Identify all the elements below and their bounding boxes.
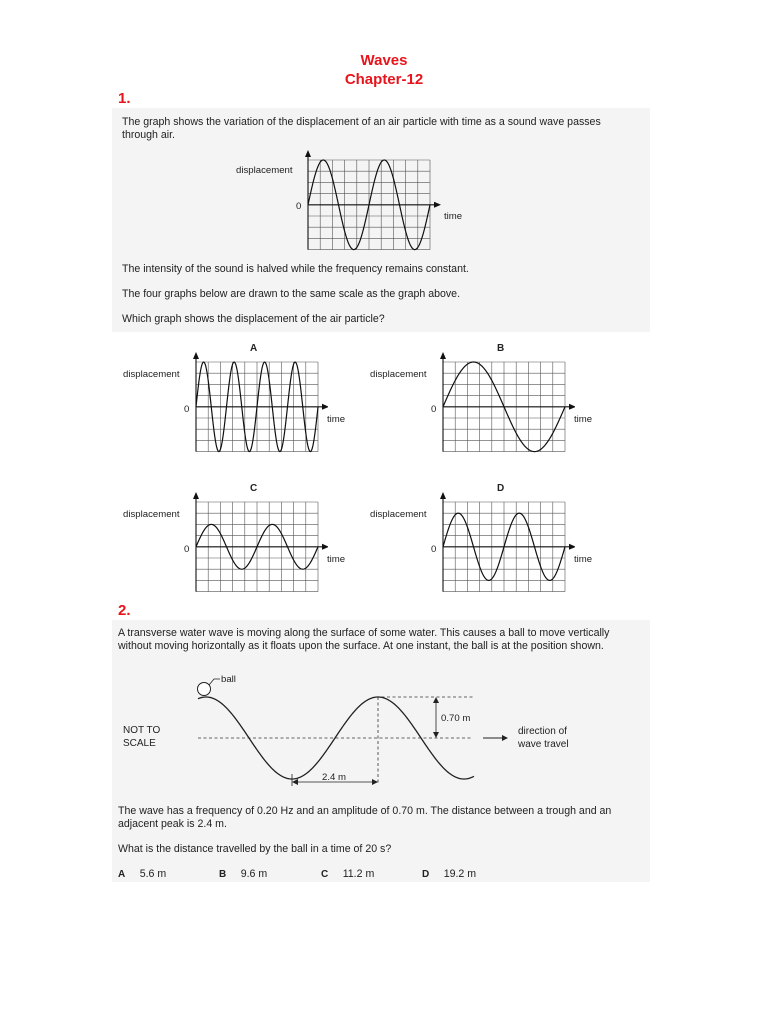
option-ylabel: displacement bbox=[370, 369, 427, 380]
answer-text: 5.6 m bbox=[139, 868, 167, 880]
answer-letter: B bbox=[219, 869, 227, 880]
question-2-number: 2. bbox=[118, 602, 131, 619]
option-d-graph[interactable] bbox=[365, 480, 600, 605]
question-2-intro: A transverse water wave is moving along the surface of some water. This causes a ball to move vertically without moving horizontally as it floats upon the surface. At one instant, the ball is at the position shown. bbox=[118, 627, 610, 652]
main-graph-origin: 0 bbox=[296, 201, 302, 212]
option-xlabel: time bbox=[327, 414, 346, 425]
answer-text: 19.2 m bbox=[443, 868, 477, 880]
option-ylabel: displacement bbox=[123, 369, 180, 380]
option-letter: D bbox=[497, 483, 505, 494]
ball-pointer bbox=[209, 679, 220, 685]
option-b-graph[interactable] bbox=[365, 340, 600, 465]
question-2-statement: The wave has a frequency of 0.20 Hz and an amplitude of 0.70 m. The distance between a trough and an adjacent peak is 2.4 m. bbox=[118, 805, 612, 830]
x-axis-arrowhead bbox=[322, 404, 328, 410]
answer-letter: C bbox=[321, 869, 329, 880]
answer-text: 9.6 m bbox=[240, 868, 268, 880]
option-d-plot bbox=[435, 492, 575, 596]
option-letter: B bbox=[497, 343, 505, 354]
direction-label-line1: direction of bbox=[518, 726, 567, 737]
main-displacement-graph bbox=[300, 150, 445, 255]
option-xlabel: time bbox=[574, 414, 593, 425]
option-letter: C bbox=[250, 483, 258, 494]
option-c-graph[interactable] bbox=[118, 480, 348, 605]
question-1-line2: The intensity of the sound is halved while the frequency remains constant. bbox=[122, 263, 469, 275]
option-letter: A bbox=[250, 343, 258, 354]
x-axis-arrowhead bbox=[322, 544, 328, 550]
option-origin: 0 bbox=[184, 404, 190, 415]
direction-label-line2: wave travel bbox=[518, 739, 569, 750]
option-b-plot bbox=[435, 352, 575, 456]
answer-text: 11.2 m bbox=[342, 868, 375, 880]
page-subtitle: Chapter-12 bbox=[344, 71, 424, 88]
ball-label: ball bbox=[221, 674, 236, 685]
question-1-question: Which graph shows the displacement of the air particle? bbox=[122, 313, 385, 325]
y-axis-arrowhead bbox=[440, 352, 446, 359]
question-1-line3: The four graphs below are drawn to the same scale as the graph above. bbox=[122, 288, 461, 300]
x-axis-arrowhead bbox=[569, 404, 575, 410]
y-axis-arrowhead bbox=[440, 492, 446, 499]
option-origin: 0 bbox=[431, 544, 437, 555]
y-axis-arrowhead bbox=[193, 352, 199, 359]
not-to-scale-line1: NOT TO bbox=[123, 725, 161, 736]
option-origin: 0 bbox=[184, 544, 190, 555]
answer-letter: D bbox=[422, 869, 430, 880]
half-wavelength-arrowhead-right bbox=[372, 779, 378, 785]
answer-option-a[interactable] bbox=[118, 864, 166, 882]
option-xlabel: time bbox=[327, 554, 346, 565]
answer-option-b[interactable] bbox=[219, 864, 267, 882]
answer-options bbox=[118, 864, 478, 878]
option-c-plot bbox=[188, 492, 328, 596]
option-a-graph[interactable] bbox=[118, 340, 348, 465]
option-a-plot bbox=[188, 352, 328, 456]
option-ylabel: displacement bbox=[370, 509, 427, 520]
question-1-intro: The graph shows the variation of the displacement of an air particle with time as a sound wave passes through air. bbox=[122, 116, 601, 141]
y-axis-arrowhead bbox=[305, 150, 311, 157]
not-to-scale-line2: SCALE bbox=[123, 738, 156, 749]
main-graph-xlabel: time bbox=[444, 211, 463, 222]
x-axis-arrowhead bbox=[434, 202, 441, 208]
half-wavelength-arrowhead-left bbox=[292, 779, 298, 785]
half-wavelength-label: 2.4 m bbox=[322, 772, 346, 783]
page-title: Waves bbox=[360, 52, 408, 69]
amplitude-arrowhead-top bbox=[433, 697, 439, 703]
question-1-number: 1. bbox=[118, 90, 131, 107]
option-ylabel: displacement bbox=[123, 509, 180, 520]
direction-arrowhead bbox=[502, 735, 508, 741]
option-origin: 0 bbox=[431, 404, 437, 415]
y-axis-arrowhead bbox=[193, 492, 199, 499]
answer-letter: A bbox=[118, 869, 126, 880]
answer-option-d[interactable] bbox=[422, 864, 476, 882]
water-wave-diagram bbox=[118, 670, 618, 800]
question-2-question: What is the distance travelled by the ball in a time of 20 s? bbox=[118, 843, 392, 855]
x-axis-arrowhead bbox=[569, 544, 575, 550]
option-xlabel: time bbox=[574, 554, 593, 565]
main-graph-ylabel: displacement bbox=[236, 165, 293, 176]
answer-option-c[interactable] bbox=[321, 864, 374, 882]
amplitude-label: 0.70 m bbox=[441, 713, 471, 724]
ball-icon bbox=[198, 683, 211, 696]
amplitude-arrowhead-bottom bbox=[433, 732, 439, 738]
